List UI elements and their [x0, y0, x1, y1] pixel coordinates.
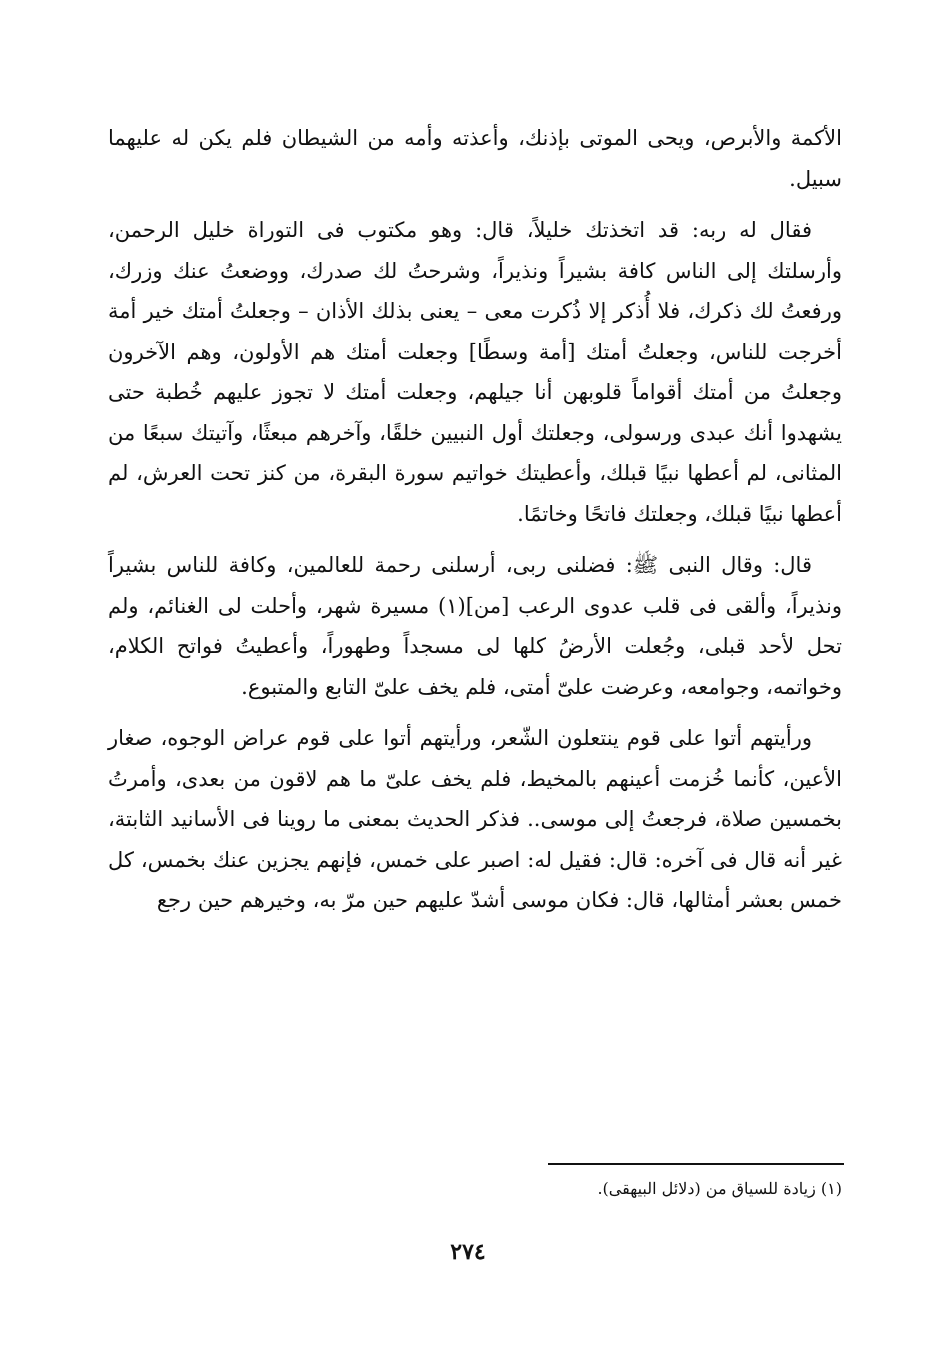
main-text: [108, 118, 842, 921]
paragraph-1: الأكمة والأبرص، ويحى الموتى بإذنك، وأعذته وأمه من الشيطان فلم يكن له عليهما سبيل.: [108, 126, 842, 191]
footnote-divider: [548, 1163, 844, 1165]
page-number: ٢٧٤: [450, 1239, 486, 1265]
paragraph-4: ورأيتهم أتوا على قوم ينتعلون الشّعر، ورأيتهم أتوا على قوم عراض الوجوه، صغار الأعين، كأنما خُزمت أعينهم بالمخيط، فلم يخف علىّ ما هم لاقون من بعدى، وأمرتُ بخمسين صلاة، فرجعتُ إلى موسى.. فذكر الحديث بمعنى ما روينا فى الأسانيد الثابتة، غير أنه قال فى آخره: قال: فقيل له: اصبر على خمس، فإنهم يجزين عنك بخمس، كل خمس بعشر أمثالها، قال: فكان موسى أشدّ عليهم حين مرّ به، وخيرهم حين رجع: [108, 726, 842, 912]
paragraph-3: قال: وقال النبى ﷺ: فضلنى ربى، أرسلنى رحمة للعالمين، وكافة للناس بشيراً ونذيراً، وألقى فى قلب عدوى الرعب [من](١) مسيرة شهر، وأحلت لى الغنائم، ولم تحل لأحد قبلى، وجُعلت الأرضُ كلها لى مسجداً وطهوراً، وأعطيتُ فواتح الكلام، وخواتمه، وجوامعه، وعرضت علىّ أمتى، فلم يخف علىّ التابع والمتبوع.: [108, 553, 842, 699]
footnote: (١) زيادة للسياق من (دلائل البيهقى).: [597, 1179, 842, 1198]
paragraph-2: فقال له ربه: قد اتخذتك خليلاً، قال: وهو مكتوب فى التوراة خليل الرحمن، وأرسلتك إلى الناس كافة بشيراً ونذيراً، وشرحتُ لك صدرك، ووضعتُ عنك وزرك، ورفعتُ لك ذكرك، فلا أُذكر إلا ذُكرت معى – يعنى بذلك الأذان – وجعلتُ أمتك خير أمة أخرجت للناس، وجعلتُ أمتك [أمة وسطًا] وجعلت أمتك هم الأولون، وهم الآخرون وجعلتُ من أمتك أقواماً قلوبهن أنا جيلهم، وجعلت أمتك لا تجوز عليهم خُطبة حتى يشهدوا أنك عبدى ورسولى، وجعلتك أول النبيين خلقًا، وآخرهم مبعثًا، وآتيتك سبعًا من المثانى، لم أعطها نبيًا قبلك، وأعطيتك خواتيم سورة البقرة، من كنز تحت العرش، لم أعطها نبيًا قبلك، وجعلتك فاتحًا وخاتمًا.: [108, 218, 842, 526]
